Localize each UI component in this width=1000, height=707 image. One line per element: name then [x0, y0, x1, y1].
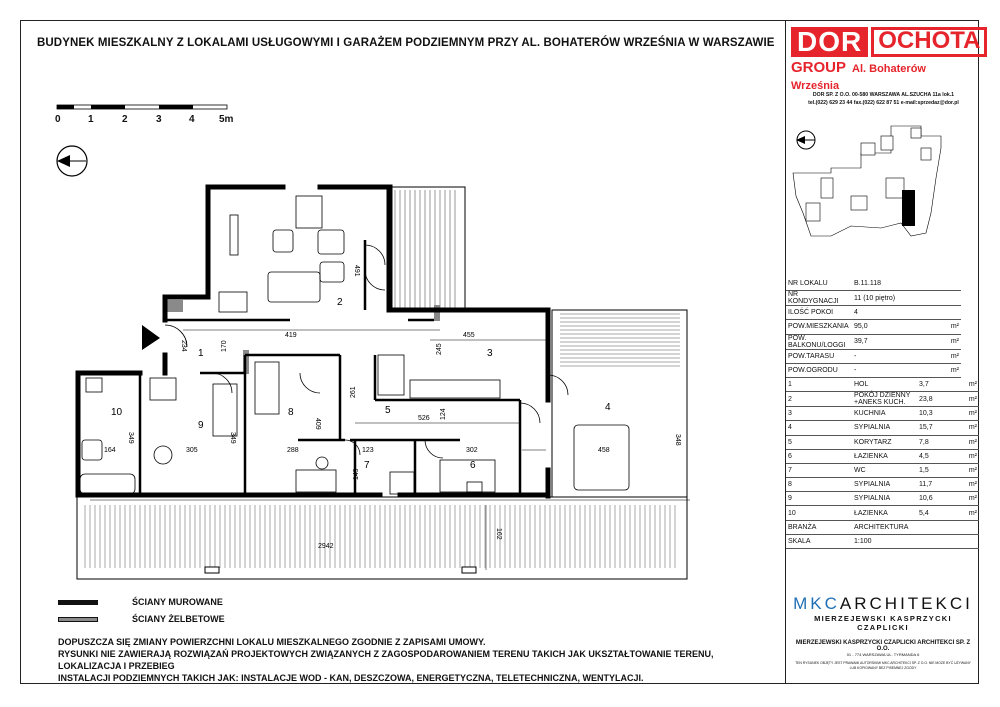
contact-line-1: DOR SP. Z O.O. 00-580 WARSZAWA AL.SZUCHA 11a lok.1 [812, 92, 955, 98]
room-no: 9 [786, 492, 852, 506]
key-plan [791, 118, 971, 268]
info-unit: m² [917, 349, 961, 363]
room-name: SYPIALNIA [852, 421, 917, 435]
room-label-8: 8 [288, 407, 294, 418]
scale-label-4: 4 [189, 114, 195, 125]
dim-2942: 2942 [318, 543, 334, 550]
dim-305: 305 [186, 447, 198, 454]
dim-455: 455 [463, 332, 475, 339]
room-name: WC [852, 463, 917, 477]
logo-ochota: OCHOTA [871, 27, 987, 57]
info-row [786, 334, 979, 349]
dim-124: 124 [440, 408, 447, 420]
legend-concrete-label: ŚCIANY ŻELBETOWE [132, 614, 225, 624]
room-unit: m² [961, 463, 979, 477]
note-line-2: RYSUNKI NIE ZAWIERAJĄ ROZWIĄZAŃ PROJEKTOWYCH ZWIĄZANYCH Z ZAGOSPODAROWANIEM TERENU TAKICH JAK UKSZTAŁTOWANIE TERENU, LOKALIZACJA I PRZEBIEG [58, 649, 714, 671]
room-row [786, 392, 979, 407]
entrance-arrow-icon [142, 325, 160, 350]
info-label: POW.OGRODU [786, 363, 852, 377]
info-value: 11 (10 piętro) [852, 291, 917, 306]
room-area: 10,3 [917, 407, 961, 421]
room-no: 3 [786, 407, 852, 421]
room-no: 1 [786, 377, 852, 391]
room-label-1: 1 [198, 348, 204, 359]
page-title: BUDYNEK MIESZKALNY Z LOKALAMI USŁUGOWYMI I GARAŻEM PODZIEMNYM PRZY AL. BOHATERÓW WRZEŚNIA W WARSZAWIE [37, 37, 775, 49]
room-unit: m² [961, 435, 979, 449]
room-no: 4 [786, 421, 852, 435]
scale-label-5: 5m [219, 114, 234, 125]
room-name: HOL [852, 377, 917, 391]
dim-123: 123 [362, 447, 374, 454]
note-line-3: INSTALACJI PODZIEMNYCH TAKICH JAK: INSTALACJE WOD - KAN, DESZCZOWA, ENERGETYCZNA, TELETECHNICZNA, WENTYLACJI. [58, 673, 644, 683]
info-value: B.11.118 [852, 277, 917, 291]
room-row [786, 463, 979, 477]
room-unit: m² [961, 421, 979, 435]
floor-plan [70, 175, 720, 585]
room-unit: m² [961, 449, 979, 463]
room-row [786, 407, 979, 421]
room-name: POKÓJ DZIENNY +ANEKS KUCH. [852, 392, 917, 407]
scale-label-1: 1 [88, 114, 94, 125]
info-value: 39,7 [852, 334, 917, 349]
dim-261: 261 [350, 386, 357, 398]
architect-logo [793, 594, 973, 614]
architect-address: 01 - 774 WARSZAWA UL. TYRMANDA 6 [846, 652, 920, 657]
room-label-9: 9 [198, 420, 204, 431]
room-label-2: 2 [337, 297, 343, 308]
room-row [786, 377, 979, 391]
info-label: NR KONDYGNACJI [786, 291, 852, 306]
room-row [786, 435, 979, 449]
dim-164: 164 [104, 447, 116, 454]
room-no: 10 [786, 506, 852, 520]
legend-masonry [58, 597, 223, 607]
room-unit: m² [961, 392, 979, 407]
room-area: 23,8 [917, 392, 961, 407]
room-no: 6 [786, 449, 852, 463]
room-area: 5,4 [917, 506, 961, 520]
dim-170: 170 [221, 340, 228, 352]
notes [58, 636, 758, 684]
dim-349-b: 349 [127, 432, 134, 444]
room-row [786, 506, 979, 520]
info-unit: m² [917, 334, 961, 349]
room-name: ŁAZIENKA [852, 506, 917, 520]
loggia-bottom [77, 497, 687, 579]
room-unit: m² [961, 377, 979, 391]
balcony-right [552, 310, 687, 500]
dim-348: 348 [674, 434, 681, 446]
info-row [786, 291, 979, 306]
architect-subtitle: MIERZEJEWSKI KASPRZYCKI CZAPLICKI [814, 614, 952, 632]
info-label: POW.TARASU [786, 349, 852, 363]
architect-rights: TEN RYSUNEK OBJĘTY JEST PRAWAMI AUTORSKIMI MKC ARCHITEKCI SP. Z O.O. NIE MOŻE BYĆ UŻYWANY LUB KOPIOWANY BEZ PISEMNEJ ZGODY [795, 661, 971, 670]
dim-526: 526 [418, 415, 430, 422]
info-row [786, 320, 979, 334]
info-label: POW.MIESZKANIA [786, 320, 852, 334]
room-no: 5 [786, 435, 852, 449]
logo-group: GROUP [791, 59, 847, 76]
room-row [786, 492, 979, 506]
architect-logo-rest: ARCHITEKCI [839, 594, 973, 613]
architect-logo-mk: MKC [793, 594, 840, 613]
info-unit: m² [917, 320, 961, 334]
room-label-6: 6 [470, 460, 476, 471]
room-area: 3,7 [917, 377, 961, 391]
branza-value: ARCHITEKTURA [852, 520, 979, 534]
scale-label-3: 3 [156, 114, 162, 125]
room-name: SYPIALNIA [852, 492, 917, 506]
room-label-3: 3 [487, 348, 493, 359]
skala-row [786, 534, 979, 548]
room-row [786, 449, 979, 463]
room-unit: m² [961, 506, 979, 520]
branza-row [786, 520, 979, 534]
room-area: 7,8 [917, 435, 961, 449]
branza-label: BRANŻA [786, 520, 852, 534]
info-label: ILOŚĆ POKOI [786, 306, 852, 320]
dim-349-a: 349 [229, 432, 236, 444]
room-area: 1,5 [917, 463, 961, 477]
dim-162: 162 [495, 528, 502, 540]
info-value: 4 [852, 306, 917, 320]
dim-302: 302 [466, 447, 478, 454]
info-unit: m² [917, 363, 961, 377]
room-no: 2 [786, 392, 852, 407]
dim-409: 409 [314, 418, 321, 430]
dim-458: 458 [598, 447, 610, 454]
scale-bar [55, 104, 235, 116]
dor-ochota-logo [791, 26, 981, 93]
legend-concrete [58, 614, 225, 624]
info-row [786, 306, 979, 320]
info-row [786, 349, 979, 363]
room-name: KORYTARZ [852, 435, 917, 449]
room-no: 8 [786, 478, 852, 492]
room-no: 7 [786, 463, 852, 477]
room-unit: m² [961, 407, 979, 421]
room-name: SYPIALNIA [852, 478, 917, 492]
room-unit: m² [961, 492, 979, 506]
masonry-swatch [58, 600, 98, 605]
room-label-10: 10 [111, 407, 123, 418]
architect-firm: MIERZEJEWSKI KASPRZYCKI CZAPLICKI ARCHITEKCI SP. Z O.O. [795, 640, 971, 652]
info-value: - [852, 363, 917, 377]
note-line-1: DOPUSZCZA SIĘ ZMIANY POWIERZCHNI LOKALU MIESZKALNEGO ZGODNIE Z ZAPISAMI UMOWY. [58, 637, 486, 647]
legend-masonry-label: ŚCIANY MUROWANE [132, 597, 223, 607]
room-name: KUCHNIA [852, 407, 917, 421]
dim-245: 245 [436, 343, 443, 355]
contact-line-2: tel.(022) 629 23 44 fax.(022) 622 87 51 e-mail:sprzedaz@dor.pl [808, 100, 959, 106]
room-area: 10,6 [917, 492, 961, 506]
info-unit [917, 291, 961, 306]
dim-288: 288 [287, 447, 299, 454]
apartment-info-table [786, 277, 979, 549]
info-row [786, 363, 979, 377]
balcony-top [387, 187, 465, 312]
dim-234: 234 [180, 340, 187, 352]
info-value: 95,0 [852, 320, 917, 334]
info-label: NR LOKALU [786, 277, 852, 291]
room-row [786, 421, 979, 435]
room-name: ŁAZIENKA [852, 449, 917, 463]
info-label: POW. BALKONU/LOGGI [786, 334, 852, 349]
logo-dor: DOR [791, 27, 868, 57]
north-arrow-icon [54, 143, 90, 179]
scale-label-0: 0 [55, 114, 61, 125]
skala-value: 1:100 [852, 534, 979, 548]
dim-491: 491 [353, 265, 360, 277]
info-row [786, 277, 979, 291]
info-unit [917, 277, 961, 291]
dim-149: 149 [353, 468, 360, 480]
room-area: 11,7 [917, 478, 961, 492]
concrete-swatch [58, 617, 98, 622]
info-unit [917, 306, 961, 320]
room-label-5: 5 [385, 405, 391, 416]
skala-label: SKALA [786, 534, 852, 548]
room-label-7: 7 [364, 460, 370, 471]
logo-subtitle: Al. Bohaterów Września [791, 63, 926, 92]
info-value: - [852, 349, 917, 363]
scale-label-2: 2 [122, 114, 128, 125]
developer-contact [791, 91, 976, 107]
room-area: 15,7 [917, 421, 961, 435]
architect-block [793, 594, 973, 671]
dim-419: 419 [285, 332, 297, 339]
room-unit: m² [961, 478, 979, 492]
room-label-4: 4 [605, 402, 611, 413]
room-row [786, 478, 979, 492]
room-area: 4,5 [917, 449, 961, 463]
